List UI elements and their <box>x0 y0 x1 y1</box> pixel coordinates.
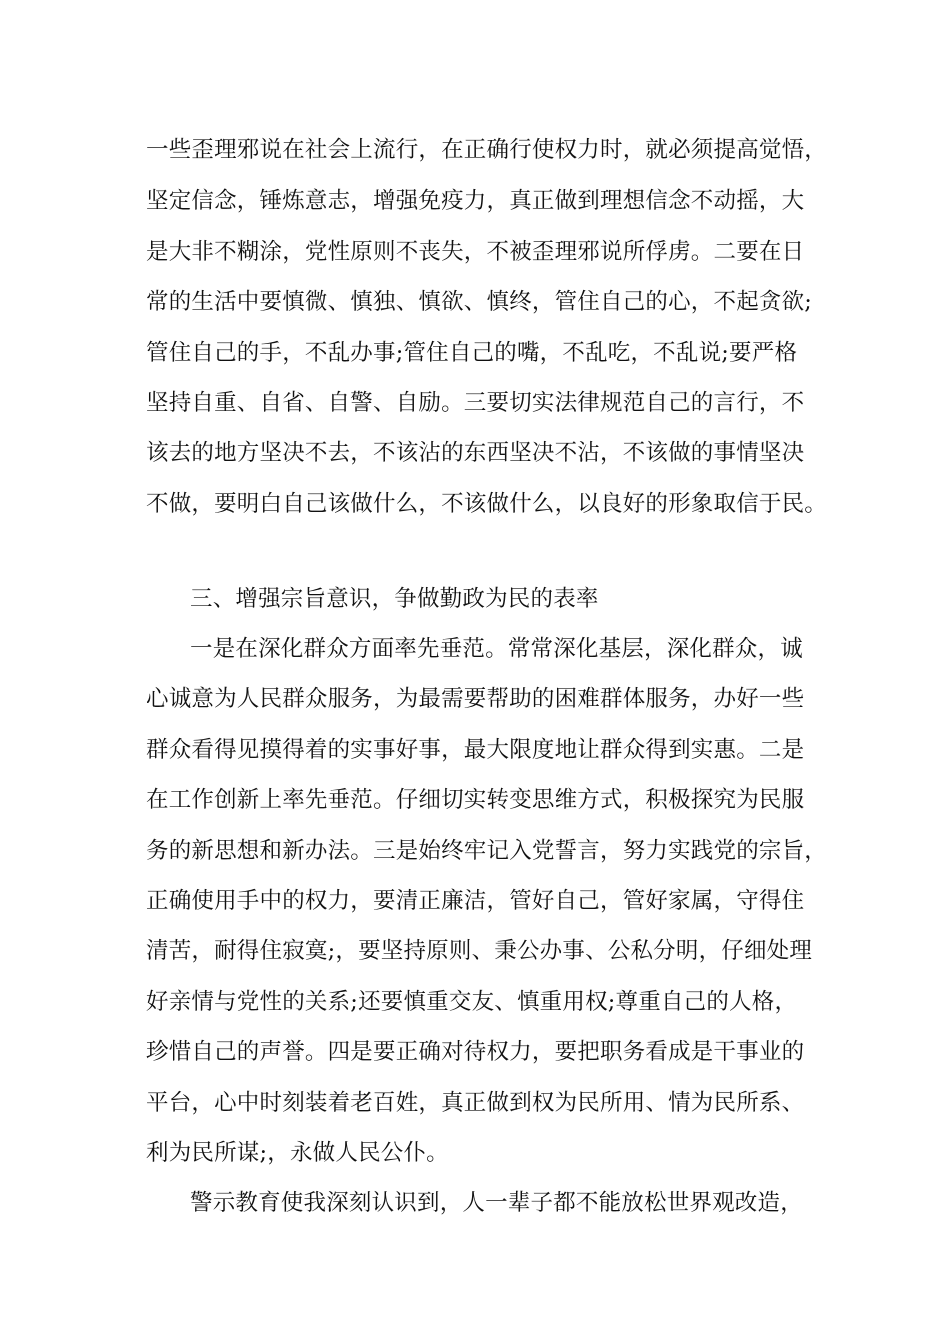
paragraph-2-line: 一是在深化群众方面率先垂范。常常深化基层，深化群众，诚 <box>190 636 803 662</box>
paragraph-2-line: 好亲情与党性的关系;还要慎重交友、慎重用权;尊重自己的人格， <box>146 989 798 1015</box>
paragraph-2-line: 珍惜自己的声誉。四是要正确对待权力，要把职务看成是干事业的 <box>146 1039 805 1065</box>
paragraph-2-line: 平台，心中时刻装着老百姓，真正做到权为民所用、情为民所系、 <box>146 1090 805 1116</box>
paragraph-3-line: 警示教育使我深刻认识到，人一辈子都不能放松世界观改造， <box>190 1190 803 1216</box>
paragraph-1-line: 管住自己的手，不乱办事;管住自己的嘴，不乱吃，不乱说;要严格 <box>146 340 798 366</box>
paragraph-1-line: 不做，要明白自己该做什么，不该做什么，以良好的形象取信于民。 <box>146 491 828 517</box>
paragraph-2-line: 在工作创新上率先垂范。仔细切实转变思维方式，积极探究为民服 <box>146 787 805 813</box>
paragraph-2-line: 正确使用手中的权力，要清正廉洁，管好自己，管好家属，守得住 <box>146 888 805 914</box>
paragraph-1-line: 坚持自重、自省、自警、自励。三要切实法律规范自己的言行，不 <box>146 390 805 416</box>
paragraph-2-line: 群众看得见摸得着的实事好事，最大限度地让群众得到实惠。二是 <box>146 737 805 763</box>
paragraph-2-line: 心诚意为人民群众服务，为最需要帮助的困难群体服务，办好一些 <box>146 686 805 712</box>
paragraph-1-line: 是大非不糊涂，党性原则不丧失，不被歪理邪说所俘虏。二要在日 <box>146 239 805 265</box>
paragraph-1-line: 一些歪理邪说在社会上流行，在正确行使权力时，就必须提高觉悟， <box>146 137 828 163</box>
section-heading: 三、增强宗旨意识，争做勤政为民的表率 <box>190 586 599 612</box>
paragraph-1-line: 该去的地方坚决不去，不该沾的东西坚决不沾，不该做的事情坚决 <box>146 440 805 466</box>
paragraph-2-line: 清苦，耐得住寂寞;，要坚持原则、秉公办事、公私分明，仔细处理 <box>146 938 813 964</box>
paragraph-2-line: 务的新思想和新办法。三是始终牢记入党誓言，努力实践党的宗旨， <box>146 838 828 864</box>
paragraph-2-line: 利为民所谋;，永做人民公仆。 <box>146 1140 449 1166</box>
paragraph-1-line: 常的生活中要慎微、慎独、慎欲、慎终，管住自己的心，不起贪欲; <box>146 289 813 315</box>
paragraph-1-line: 坚定信念，锤炼意志，增强免疫力，真正做到理想信念不动摇，大 <box>146 188 805 214</box>
